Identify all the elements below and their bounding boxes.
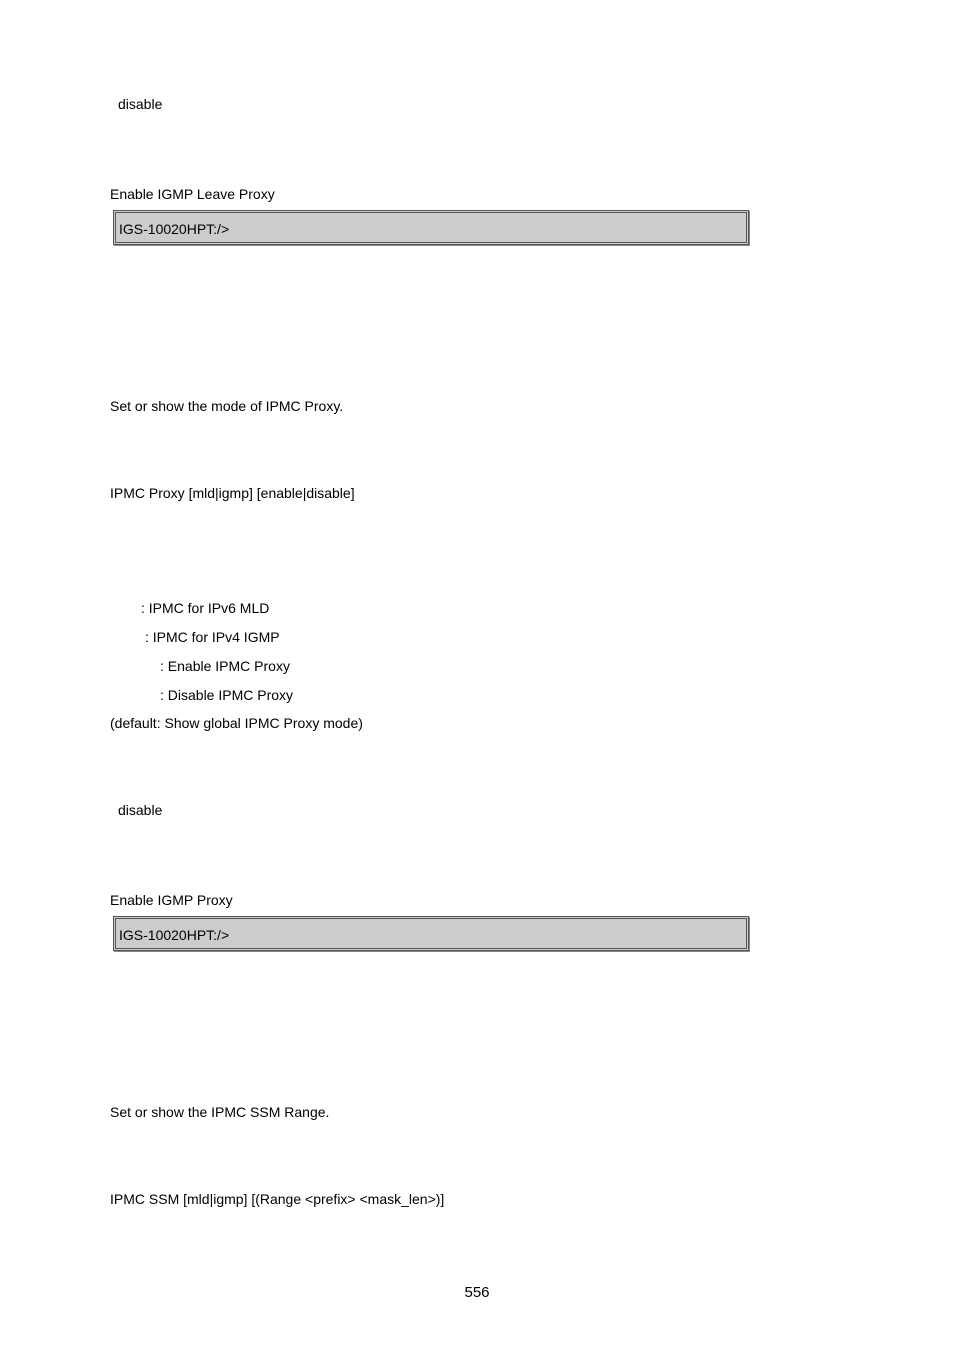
syntax-proxy: IPMC Proxy [mld|igmp] [enable|disable]: [110, 485, 355, 501]
syntax-ssm: IPMC SSM [mld|igmp] [(Range <prefix> <mask_len>)]: [110, 1191, 445, 1207]
description-ssm: Set or show the IPMC SSM Range.: [110, 1104, 330, 1120]
command-box-1: [113, 210, 749, 245]
command-prompt: IGS-10020HPT:/>: [119, 927, 230, 943]
example-title-leave-proxy: Enable IGMP Leave Proxy: [110, 186, 275, 202]
param-enable: : Enable IPMC Proxy: [160, 658, 290, 674]
param-default-note: (default: Show global IPMC Proxy mode): [110, 715, 363, 731]
command-box-2: [113, 916, 749, 951]
param-igmp: : IPMC for IPv4 IGMP: [145, 629, 280, 645]
param-mld: : IPMC for IPv6 MLD: [141, 600, 270, 616]
command-prompt: IGS-10020HPT:/>: [119, 221, 230, 237]
page-number: 556: [464, 1284, 490, 1301]
example-title-proxy: Enable IGMP Proxy: [110, 892, 233, 908]
default-value-1: disable: [118, 96, 163, 112]
default-value-2: disable: [118, 802, 163, 818]
param-disable: : Disable IPMC Proxy: [160, 687, 294, 703]
description-proxy: Set or show the mode of IPMC Proxy.: [110, 398, 344, 414]
